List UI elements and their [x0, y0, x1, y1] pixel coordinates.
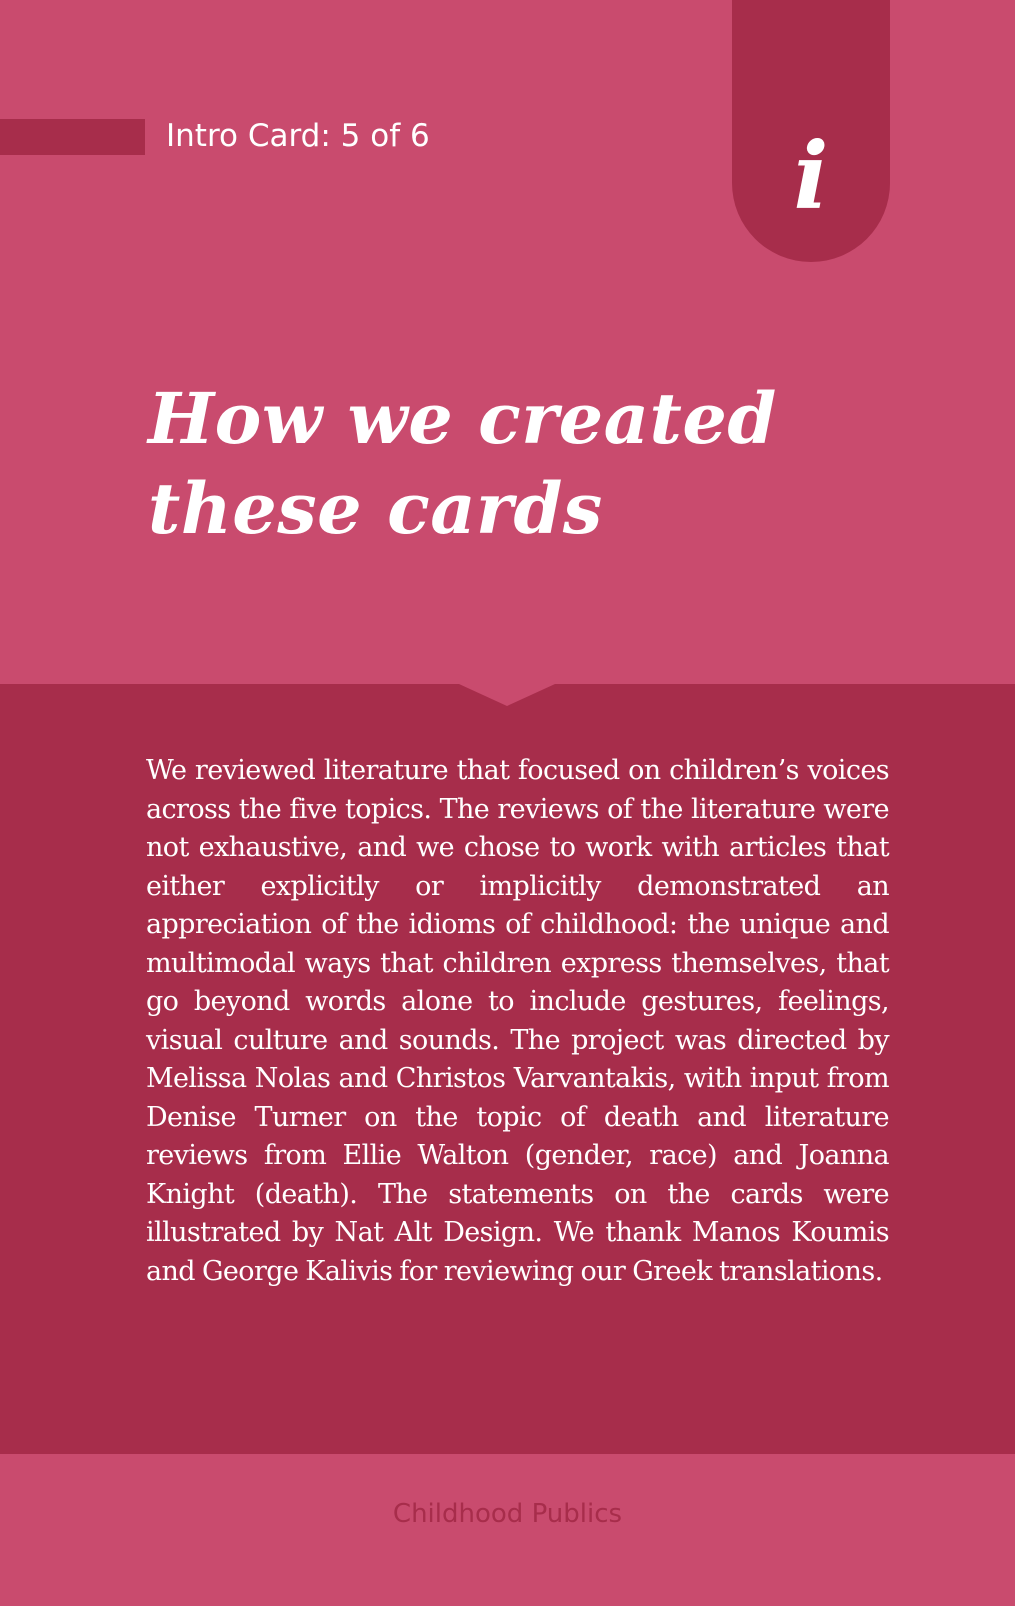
card-title-line-2: these cards [148, 467, 603, 550]
body-text: We reviewed literature that focused on children’s voices across the five topics. The reviews of the literature were not exhaustive, and we chose to work with articles that either explicitly or implicitly demonstrated an appreciation of the idioms of childhood: the unique and multimodal ways that children express themselves, that go beyond words alone to include gestures, feelings, visual culture and sounds. The project was directed by Melissa Nolas and Christos Varvantakis, with input from Denise Turner on the topic of death and literature reviews from Ellie Walton (gender, race) and Joanna Knight (death). The statements on the cards were illustrated by Nat Alt Design. We thank Manos Koumis and George Kalivis for reviewing our Greek translations. [146, 755, 889, 1287]
card-title-line-1: How we created [148, 377, 777, 460]
info-icon: i [793, 122, 829, 230]
card-title [148, 374, 948, 554]
panel-notch [459, 684, 555, 706]
info-tab [732, 0, 890, 262]
card-counter: Intro Card: 5 of 6 [166, 118, 430, 154]
footer-brand: Childhood Publics [392, 1499, 623, 1529]
header-accent-bar [0, 119, 145, 155]
